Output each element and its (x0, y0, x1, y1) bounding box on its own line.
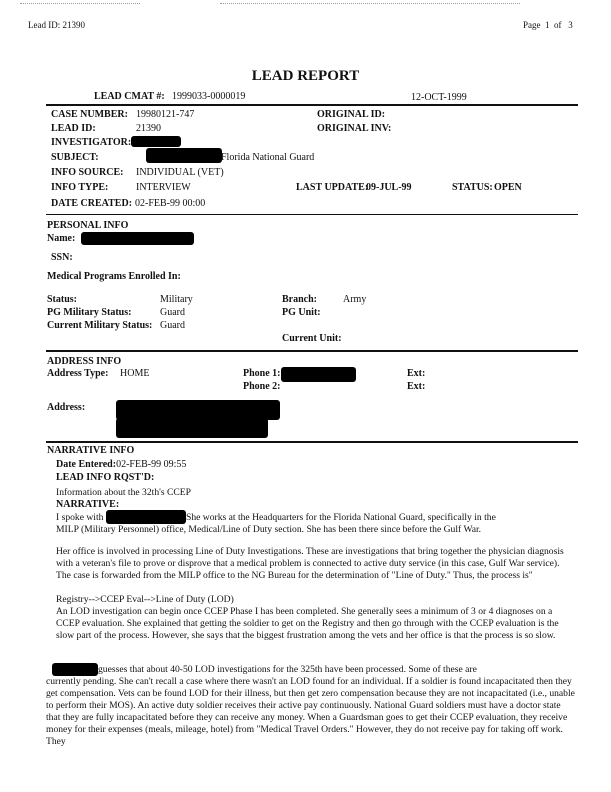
lead-id-header: Lead ID: 21390 (28, 20, 85, 30)
subject-value: Florida National Guard (221, 152, 315, 163)
page-of-label: of (554, 20, 562, 30)
phone2-label: Phone 2: (243, 381, 281, 392)
case-number-value: 19980121-747 (136, 109, 195, 120)
current-military-status-label: Current Military Status: (47, 320, 153, 331)
date-created-label: DATE CREATED: (51, 198, 133, 209)
branch-label: Branch: (282, 294, 317, 305)
branch-value: Army (343, 294, 367, 305)
address-type-label: Address Type: (47, 368, 109, 379)
medical-programs-label: Medical Programs Enrolled In: (47, 271, 181, 282)
page-label: Page (523, 20, 541, 30)
narrative-paragraph-4: An LOD investigation can begin once CCEP Phase I has been completed. She generally sees a minimum of 3 or 4 diagnoses on a CCEP evaluation. She explained that getting the soldier to get on the Registry and then go through with the CCEP evaluation is the slow part of the process. However, she says that the biggest frustration among the vets and her office is that the process is so slow. (56, 606, 559, 641)
date-entered-line (56, 459, 186, 470)
divider (46, 350, 578, 352)
original-inv-label: ORIGINAL INV: (317, 123, 392, 134)
pg-unit-label: PG Unit: (282, 307, 321, 318)
info-type-label: INFO TYPE: (51, 182, 109, 193)
status-label: STATUS: (452, 182, 493, 193)
phone1-label: Phone 1: (243, 368, 281, 379)
redaction-block (146, 148, 222, 163)
redaction-block (131, 136, 181, 147)
current-unit-label: Current Unit: (282, 333, 342, 344)
narrative-p1-start: I spoke with (56, 512, 104, 523)
lead-info-value: Information about the 32th's CCEP (56, 487, 191, 498)
divider (46, 441, 578, 443)
original-id-label: ORIGINAL ID: (317, 109, 386, 120)
cmat-value: 1999033-0000019 (172, 91, 246, 102)
narrative-info-heading: NARRATIVE INFO (47, 445, 135, 456)
date-entered-label: Date Entered: (56, 459, 117, 470)
pg-military-status-label: PG Military Status: (47, 307, 132, 318)
narrative-p5-start: guesses that about 40-50 LOD investigations for the 325th have been processed. Some of these are (98, 664, 477, 675)
pg-military-status-value: Guard (160, 307, 185, 318)
narrative-p1-rest: She works at the Headquarters for the Florida National Guard, specifically in the (186, 512, 496, 523)
narrative-label: NARRATIVE: (56, 499, 120, 510)
info-type-value: INTERVIEW (136, 182, 191, 193)
redaction-block (281, 367, 356, 382)
page-title: LEAD REPORT (251, 68, 360, 84)
current-military-status-value: Guard (160, 320, 185, 331)
cmat-label: LEAD CMAT #: (94, 91, 165, 102)
case-number-label: CASE NUMBER: (51, 109, 128, 120)
divider (46, 214, 578, 215)
address-info-heading: ADDRESS INFO (47, 356, 122, 367)
redaction-block (116, 400, 280, 420)
personal-info-heading: PERSONAL INFO (47, 220, 129, 231)
scan-artifact (20, 3, 140, 5)
status-value: OPEN (494, 182, 522, 193)
last-update-label: LAST UPDATE: (296, 182, 369, 193)
redaction-block (52, 663, 98, 676)
ssn-label: SSN: (51, 252, 73, 263)
name-label: Name: (47, 233, 76, 244)
last-update-value: 09-JUL-99 (366, 182, 412, 193)
lead-id-label: LEAD ID: (51, 123, 96, 134)
report-date: 12-OCT-1999 (411, 92, 467, 103)
subject-label: SUBJECT: (51, 152, 99, 163)
redaction-block (81, 232, 194, 245)
page-total: 3 (568, 20, 573, 30)
redaction-block (116, 418, 268, 438)
ext1-label: Ext: (407, 368, 426, 379)
redaction-block (106, 510, 186, 524)
page-indicator (523, 20, 573, 30)
info-source-value: INDIVIDUAL (VET) (136, 167, 224, 178)
narrative-p1-line2: MILP (Military Personnel) office, Medical/Line of Duty section. She has been there since before the Gulf War. (56, 524, 482, 535)
narrative-paragraph-2: Her office is involved in processing Line of Duty Investigations. These are investigations that bring together the physician diagnosis with a veteran's file to prove or disprove that a medical problem is connected to active duty service (in this case, Gulf War service). The case is forwarded from the MILP office to the NG Bureau for the determination of "Line of Duty." Thus, the process is" (56, 546, 564, 581)
date-entered-value: 02-FEB-99 09:55 (116, 459, 187, 470)
narrative-paragraph-5: currently pending. She can't recall a case where there wasn't an LOD found for an individual. If a soldier is found incapacitated then they get compensation. Vets can be found LOD for their illness, but then get zero compensation because they are not incapacitated (i.e., unable to perform their MOS). An active duty soldier receives their active pay continuously. National Guard soldiers must have a doctor state that they are fully incapacitated before they can receive any money. When a Guardsman goes to get their CCEP evaluation, they receive money for their expenses (meals, mileage, hotel) from "Medical Travel Orders." However, they do not receive pay for taking off work. They (46, 676, 575, 747)
scan-artifact (220, 3, 520, 5)
military-status-value: Military (160, 294, 193, 305)
lead-id-value: 21390 (136, 123, 161, 134)
address-label: Address: (47, 402, 86, 413)
narrative-flow-line: Registry-->CCEP Eval-->Line of Duty (LOD) (56, 594, 234, 605)
military-status-label: Status: (47, 294, 78, 305)
divider (46, 104, 578, 106)
lead-info-label: LEAD INFO RQST'D: (56, 472, 155, 483)
investigator-label: INVESTIGATOR: (51, 137, 132, 148)
ext2-label: Ext: (407, 381, 426, 392)
address-type-value: HOME (120, 368, 150, 379)
date-created-value: 02-FEB-99 00:00 (135, 198, 206, 209)
page-number: 1 (545, 20, 550, 30)
info-source-label: INFO SOURCE: (51, 167, 124, 178)
